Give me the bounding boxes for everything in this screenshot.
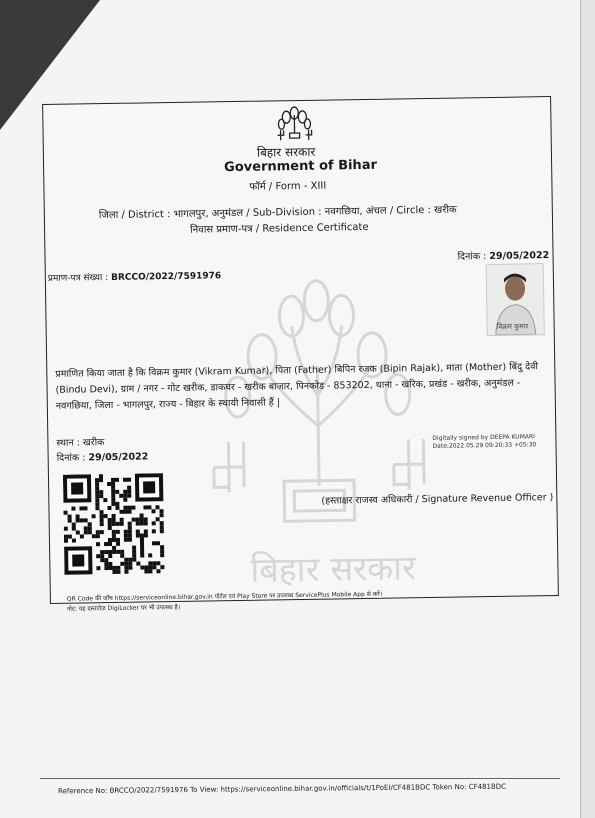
place-value: खरीक	[82, 437, 105, 449]
form-number: फॉर्म / Form - XIII	[249, 180, 327, 193]
certificate-frame	[42, 96, 559, 613]
bodhi-tree-watermark	[201, 274, 436, 608]
digilocker-note: नोट: यह दस्तावेज़ DigiLocker पर भी उपलब्ध है।	[66, 603, 181, 613]
digital-signature-name: Digitally signed by DEEPA KUMARI	[432, 433, 535, 442]
signatory-label: (हस्ताक्षर राजस्व अधिकारी / Signature Revenue Officer )	[321, 492, 554, 507]
reference-footer: Reference No: BRCCO/2022/7591976 To View: https://serviceonline.bihar.gov.in/officials/t/1PoEI/CF481BDC Token No: CF481BDC	[57, 782, 507, 796]
signing-date-label: दिनांक :	[56, 452, 86, 464]
certificate-number-label: प्रमाण-पत्र संख्या :	[47, 273, 109, 284]
state-name-hindi: बिहार सरकार	[256, 144, 316, 160]
issue-date-value: 29/05/2022	[489, 250, 550, 263]
place	[56, 435, 104, 449]
digital-signature	[432, 433, 536, 451]
watermark-text: बिहार सरकार	[250, 548, 417, 591]
page-edge	[580, 0, 595, 818]
photo-signature: विक्रम कुमार	[496, 322, 529, 331]
signing-date	[57, 449, 149, 463]
bihar-emblem-icon	[275, 105, 314, 146]
applicant-photo	[486, 263, 545, 336]
footer-rule	[40, 778, 560, 779]
issue-date-label: दिनांक :	[457, 251, 487, 263]
government-title: Government of Bihar	[224, 157, 378, 176]
qr-verification-note: QR Code की जाँच https://serviceonline.bihar.gov.in पोर्टल एवं Play Store पर उपलब्ध ServicePlus Mobile App से करें।	[66, 590, 383, 603]
place-label: स्थान :	[56, 437, 81, 449]
issue-date	[457, 248, 549, 262]
certificate-body-text: प्रमाणित किया जाता है कि विक्रम कुमार (Vikram Kumar), पिता (Father) बिपिन रजक (Bipin Rajak), माता (Mother) बिंदु देवी (Bindu Devi), ग्राम / नगर - गोट खरीक, डाकघर - खरीक बाजार, पिनकोड - 853202, थाना - खरिक, प्रखंड - खरीक, अनुमंडल - नवगछिया, जिला - भागलपुर, राज्य - बिहार के स्थायी निवासी हैं |	[55, 361, 539, 412]
digital-signature-date: Date:2022.05.29 09:20:33 +05:30	[432, 441, 537, 450]
district-line: जिला / District : भागलपुर, अनुमंडल / Sub-Division : नवगछिया, अंचल / Circle : खरीक	[98, 204, 457, 222]
certificate-number-value: BRCCO/2022/7591976	[110, 271, 222, 283]
certificate-type: निवास प्रमाण-पत्र / Residence Certificate	[190, 221, 369, 236]
certificate-number	[48, 268, 221, 284]
qr-code	[63, 473, 169, 581]
signing-date-value: 29/05/2022	[88, 451, 149, 464]
